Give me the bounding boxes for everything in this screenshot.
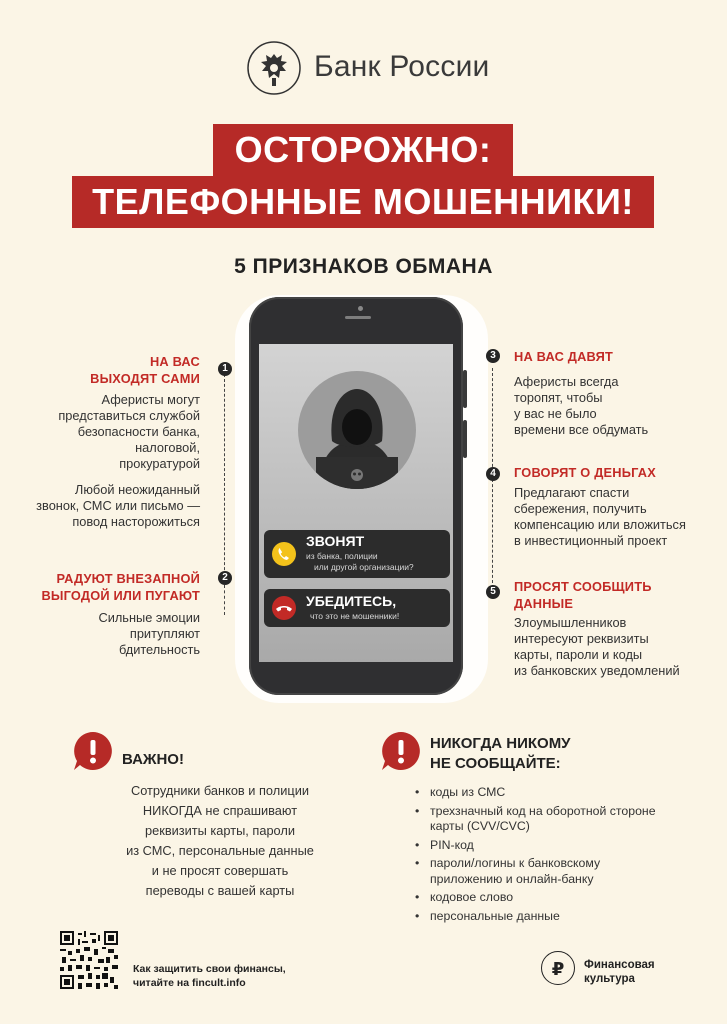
sign-3-text: Аферисты всегда торопят, чтобы у вас не было времени все обдумать xyxy=(514,374,649,437)
incoming-call-card xyxy=(264,530,450,578)
hooded-hacker-icon xyxy=(298,371,416,489)
qr-code-icon[interactable] xyxy=(60,931,118,989)
phone-speaker xyxy=(345,316,371,319)
title-line-1: ОСТОРОЖНО: xyxy=(213,124,513,176)
list-item: • пароли/логины к банковскому приложению и онлайн-банку xyxy=(414,856,674,887)
list-item: • трехзначный код на оборотной стороне карты (CVV/CVC) xyxy=(414,804,674,835)
sign-5-text: Злоумышленников интересуют реквизиты карты, пароли и коды из банковских уведомлений xyxy=(514,615,680,678)
financial-culture-logo-text: Финансовая культура xyxy=(584,959,655,985)
call-title: УБЕДИТЕСЬ, xyxy=(306,593,397,609)
left-dashed-line xyxy=(224,374,225,580)
sign-4-text: Предлагают спасти сбережения, получить компенсацию или вложиться в инвестиционный проект xyxy=(514,485,686,548)
bank-of-russia-emblem-icon xyxy=(246,40,302,96)
title-line-2: ТЕЛЕФОННЫЕ МОШЕННИКИ! xyxy=(72,176,654,228)
list-item: • коды из СМС xyxy=(414,785,674,801)
fincult-link[interactable]: fincult.info xyxy=(192,977,246,989)
phone-answer-icon xyxy=(272,542,296,566)
subtitle: 5 ПРИЗНАКОВ ОБМАНА xyxy=(234,255,493,278)
sign-2-heading: РАДУЮТ ВНЕЗАПНОЙ ВЫГОДОЙ ИЛИ ПУГАЮТ xyxy=(41,571,200,603)
phone-side-button xyxy=(463,370,467,408)
footer-text: Как защитить свои финансы, читайте на fincult.info xyxy=(133,963,286,989)
list-item: • PIN-код xyxy=(414,838,674,854)
hacker-avatar xyxy=(298,371,416,489)
sign-1-text-2: Любой неожиданный звонок, СМС или письмо — повод насторожиться xyxy=(36,482,200,529)
sign-2-text: Сильные эмоции притупляют бдительность xyxy=(98,610,200,657)
sign-number-badge: 3 xyxy=(486,349,500,363)
call-subtitle-1: из банка, полиции xyxy=(306,551,378,561)
call-subtitle: что это не мошенники! xyxy=(310,611,400,621)
sign-1-text: Аферисты могут представиться службой безопасности банка, налоговой, прокуратурой xyxy=(58,392,200,471)
sign-4-heading: ГОВОРЯТ О ДЕНЬГАХ xyxy=(514,465,656,480)
brand-name: Банк России xyxy=(314,50,490,83)
sign-1-heading: НА ВАС ВЫХОДЯТ САМИ xyxy=(90,354,200,386)
verify-call-card xyxy=(264,589,450,627)
phone-side-button xyxy=(463,420,467,458)
call-subtitle-2: или другой организации? xyxy=(314,562,414,572)
phone-camera xyxy=(358,306,363,311)
exclamation-warning-icon xyxy=(72,730,114,772)
never-tell-title: НИКОГДА НИКОМУ НЕ СООБЩАЙТЕ: xyxy=(430,735,571,772)
important-title: ВАЖНО! xyxy=(122,751,184,768)
sign-number-badge: 2 xyxy=(218,571,232,585)
sign-number-badge: 1 xyxy=(218,362,232,376)
never-tell-list xyxy=(414,785,674,927)
important-text: Сотрудники банков и полиции НИКОГДА не спрашивают реквизиты карты, пароли из СМС, персональные данные и не просят совершать переводы с вашей карты xyxy=(126,783,314,898)
sign-3-heading: НА ВАС ДАВЯТ xyxy=(514,349,614,364)
list-item: • персональные данные xyxy=(414,909,674,925)
ruble-icon: ₽ xyxy=(541,951,575,985)
call-title: ЗВОНЯТ xyxy=(306,533,365,549)
sign-number-badge: 5 xyxy=(486,585,500,599)
list-item: • кодовое слово xyxy=(414,890,674,906)
left-dashed-line xyxy=(224,585,225,615)
sign-5-heading: ПРОСЯТ СООБЩИТЬ ДАННЫЕ xyxy=(514,579,652,611)
exclamation-warning-icon xyxy=(380,730,422,772)
phone-decline-icon xyxy=(272,596,296,620)
sign-number-badge: 4 xyxy=(486,467,500,481)
